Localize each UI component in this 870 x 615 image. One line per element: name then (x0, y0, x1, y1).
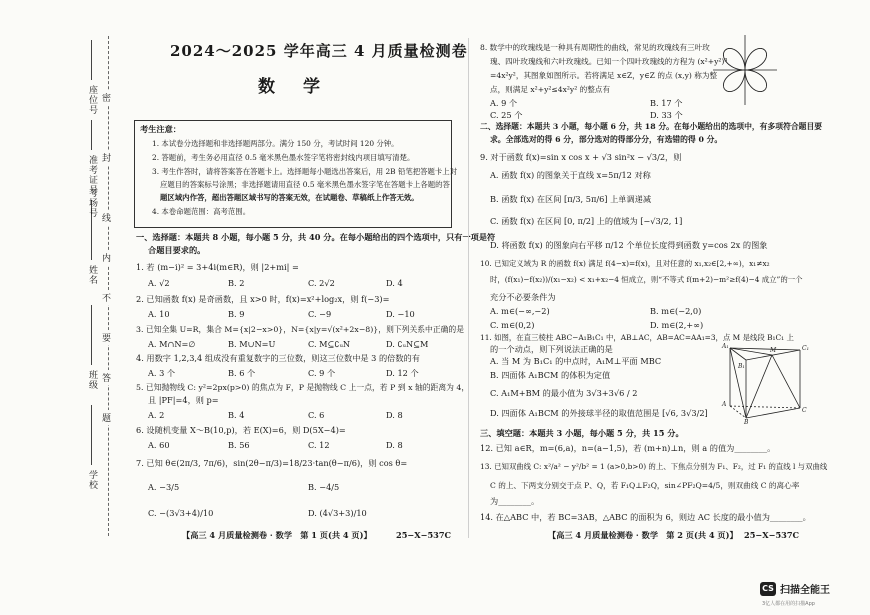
footer-left-code: 25−X−537C (396, 530, 452, 540)
notice-line: 1. 本试卷分选择题和非选择题两部分。满分 150 分，考试时间 120 分钟。 (152, 139, 399, 148)
q11-option-d: D. 四面体 A₁BCM 的外接球半径的取值范围是 [√6, 3√3/2] (490, 408, 708, 418)
notice-line: 应题目的答案标号涂黑；非选择题请用直径 0.5 毫米黑色墨水签字笔在答题卡上各题的答 (160, 180, 450, 189)
q8-option-d: D. 33 个 (650, 110, 683, 120)
q6-option-a: A. 60 (148, 440, 170, 450)
q3-stem: 3. 已知全集 U=R，集合 M={x|2−x>0}，N={x|y=√(x²+2x−8)}，则下列关系中正确的是 (136, 325, 465, 334)
q6-option-d: D. 8 (386, 440, 403, 450)
q13-line: C 的上、下两支分别交于点 P、Q，若 F₁Q⊥F₂Q，sin∠PF₂Q=4/5，则双曲线 C 的离心率 (490, 481, 800, 490)
rose-curve-figure (712, 34, 778, 106)
q5-option-d: D. 8 (386, 410, 403, 420)
seal-char: 要 (102, 330, 111, 345)
field-seat: 座位号 (87, 85, 97, 115)
field-room: 考场号 (87, 188, 97, 218)
scanner-tagline: 3亿人都在用的扫描App (762, 601, 815, 607)
scanner-watermark (760, 578, 870, 614)
section2-heading-cont: 求。全部选对的得 6 分，部分选对的得部分分，有选错的得 0 分。 (490, 135, 723, 144)
q9-stem: 9. 对于函数 f(x)=sin x cos x + √3 sin²x − √3/2，则 (480, 152, 682, 162)
q10-option-c: C. m∈(0,2) (490, 320, 535, 330)
q9-option-c: C. 函数 f(x) 在区间 [0, π/2] 上的值域为 [−√3/2, 1] (490, 216, 683, 226)
q10-option-a: A. m∈(−∞,−2) (490, 306, 550, 316)
q2-stem: 2. 已知函数 f(x) 是奇函数，且 x>0 时，f(x)=x²+log₂x，则 f(−3)= (136, 294, 390, 304)
q11-option-c: C. A₁M+BM 的最小值为 3√3+3√6 / 2 (490, 388, 638, 398)
q4-option-d: D. 12 个 (386, 368, 419, 378)
q11-option-a: A. 当 M 为 B₁C₁ 的中点时，A₁M⊥平面 MBC (490, 356, 662, 366)
q3-option-d: D. ∁ᵤN⊆M (386, 339, 429, 349)
q8-line: 8. 数学中的玫瑰线是一种具有周期性的曲线，常见的玫瑰线有三叶玫 (480, 43, 710, 52)
q7-option-c: C. −(3√3+4)/10 (148, 508, 214, 518)
q12: 12. 已知 a∈R，m=(6,a)，n=(a−1,5)，若 (m+n)⊥n，则 a 的值为________。 (480, 443, 776, 453)
label-c1: C₁ (802, 345, 809, 352)
q8-option-b: B. 17 个 (650, 98, 683, 108)
label-m: M (770, 347, 777, 354)
q7-option-a: A. −3/5 (148, 482, 180, 492)
label-b: B (744, 419, 749, 426)
field-school: 学校 (87, 470, 97, 490)
q3-option-c: C. M⊆∁ᵤN (308, 339, 351, 349)
prism-figure (716, 340, 808, 424)
label-a: A (722, 401, 727, 408)
camscanner-logo-icon: CS (760, 582, 776, 596)
q11-line: 的一个动点，则下列说法正确的是 (490, 344, 613, 354)
field-class: 班级 (87, 370, 97, 390)
q2-option-d: D. −10 (386, 309, 415, 319)
q6-option-c: C. 12 (308, 440, 330, 450)
q6-option-b: B. 56 (228, 440, 250, 450)
seal-char: 题 (102, 410, 111, 425)
seal-char: 答 (102, 370, 111, 385)
q1-option-c: C. 2√2 (308, 278, 335, 288)
q10-option-b: B. m∈(−2,0) (650, 306, 702, 316)
q8-option-c: C. 25 个 (490, 110, 523, 120)
q8-line: 瑰、四叶玫瑰线和六叶玫瑰线。已知一个四叶玫瑰线的方程为 (x²+y²)³ (490, 57, 728, 66)
subject-title: 数学 (258, 77, 348, 97)
q9-option-a: A. 函数 f(x) 的图象关于直线 x=5π/12 对称 (490, 170, 651, 180)
seal-char: 线 (102, 210, 111, 225)
page-divider (468, 38, 469, 538)
q8-option-a: A. 9 个 (490, 98, 518, 108)
q8-line: 点，则满足 x²+y²≤4x²y² 的整点有 (490, 85, 611, 94)
section1-heading-cont: 合题目要求的。 (148, 245, 206, 255)
q11-option-b: B. 四面体 A₁BCM 的体积为定值 (490, 370, 611, 380)
section1-heading: 一、选择题：本题共 8 小题，每小题 5 分，共 40 分。在每小题给出的四个选项中，只有一项是符 (136, 232, 496, 242)
seal-char: 不 (102, 290, 111, 305)
notice-line: 3. 考生作答时，请将答案答在答题卡上。选择题每小题选出答案后，用 2B 铅笔把答题卡上对 (152, 167, 458, 176)
q10-line: 10. 已知定义域为 R 的函数 f(x) 满足 f(4−x)=f(x)，且对任意的 x₁,x₂∈[2,+∞)，x₁≠x₂ (480, 259, 770, 268)
footer-right-code: 25−X−537C (744, 530, 800, 540)
notice-line: 题区域内作答，超出答题区域书写的答案无效，在试题卷、草稿纸上作答无效。 (160, 193, 419, 202)
field-exam-id: 准考证号 (87, 155, 97, 195)
label-a1: A₁ (722, 343, 729, 350)
q10-line: 充分不必要条件为 (490, 292, 556, 302)
q1-stem: 1. 若 (m−i)² = 3+4i(m∈R)，则 |2+mi| = (136, 262, 299, 272)
q1-option-d: D. 4 (386, 278, 403, 288)
q5-option-a: A. 2 (148, 410, 165, 420)
q7-stem: 7. 已知 θ∈(2π/3, 7π/6)，sin(2θ−π/3)=18/23·tan(θ−π/6)，则 cos θ= (136, 458, 408, 468)
q10-line: 时，(f(x₁)−f(x₂))/(x₁−x₂) < x₁+x₂−4 恒成立，则“不等式 f(m+2)−m²≥f(4)−4 成立”的一个 (490, 275, 803, 284)
q10-option-d: D. m∈(2,+∞) (650, 320, 704, 330)
q9-option-b: B. 函数 f(x) 在区间 [π/3, 5π/6] 上单调递减 (490, 194, 652, 204)
q2-option-a: A. 10 (148, 309, 170, 319)
q1-option-a: A. √2 (148, 278, 170, 288)
label-c: C (802, 407, 807, 414)
exam-title: 2024～2025 学年高三 4 月质量检测卷 (170, 42, 468, 60)
q5-stem: 5. 已知抛物线 C: y²=2px(p>0) 的焦点为 F，P 是抛物线 C 上一点，若 P 到 x 轴的距离为 4， (136, 383, 470, 392)
notice-heading: 考生注意： (140, 124, 181, 134)
notice-line: 4. 本卷命题范围：高考范围。 (152, 207, 251, 216)
q7-option-d: D. (4√3+3)/10 (308, 508, 367, 518)
binding-strip (86, 40, 126, 530)
q2-option-b: B. 9 (228, 309, 245, 319)
q4-option-b: B. 6 个 (228, 368, 256, 378)
q4-stem: 4. 用数字 1,2,3,4 组成没有重复数字的三位数，则这三位数中是 3 的倍数的有 (136, 353, 420, 363)
q11-line: 11. 如图，在直三棱柱 ABC−A₁B₁C₁ 中，AB⊥AC，AB=AC=AA₁=3，点 M 是线段 B₁C₁ 上 (480, 333, 794, 342)
q4-option-c: C. 9 个 (308, 368, 336, 378)
q2-option-c: C. −9 (308, 309, 332, 319)
q5-stem-cont: 且 |PF|=4，则 p= (148, 395, 219, 405)
seal-char: 密 (102, 90, 111, 105)
q5-option-c: C. 6 (308, 410, 325, 420)
footer-left: 【高三 4 月质量检测卷 · 数学 第 1 页(共 4 页)】 (182, 530, 372, 540)
q3-option-b: B. M∪N=U (228, 339, 276, 349)
q3-option-a: A. M∩N=∅ (148, 339, 196, 349)
seal-char: 内 (102, 250, 111, 265)
notice-line: 2. 答题前，考生务必用直径 0.5 毫米黑色墨水签字笔将密封线内项目填写清楚。 (152, 153, 415, 162)
scanner-app-name: 扫描全能王 (780, 585, 830, 596)
label-b1: B₁ (738, 363, 745, 370)
q9-option-d: D. 将函数 f(x) 的图象向右平移 π/12 个单位长度得到函数 y=cos 2x 的图象 (490, 240, 768, 250)
section3-heading: 三、填空题：本题共 3 小题，每小题 5 分，共 15 分。 (480, 428, 684, 438)
section2-heading: 二、选择题：本题共 3 小题，每小题 6 分，共 18 分。在每小题给出的选项中，有多项符合题目要 (480, 122, 823, 131)
q13-line: 为________。 (490, 496, 540, 506)
q6-stem: 6. 设随机变量 X～B(10,p)，若 E(X)=6，则 D(5X−4)= (136, 425, 346, 435)
footer-right: 【高三 4 月质量检测卷 · 数学 第 2 页(共 4 页)】 (548, 530, 738, 540)
q14: 14. 在△ABC 中，若 BC=3AB，△ABC 的面积为 6，则边 AC 长度的最小值为________。 (480, 512, 811, 522)
field-name: 姓名 (87, 265, 97, 285)
q8-line: =4x²y²，其图象如图所示。若将满足 x∈Z，y∈Z 的点 (x,y) 称为整 (490, 71, 718, 80)
q7-option-b: B. −4/5 (308, 482, 340, 492)
q4-option-a: A. 3 个 (148, 368, 176, 378)
seal-char: 封 (102, 150, 111, 165)
q1-option-b: B. 2 (228, 278, 245, 288)
q5-option-b: B. 4 (228, 410, 245, 420)
q13-line: 13. 已知双曲线 C: x²/a² − y²/b² = 1 (a>0,b>0) 的上、下焦点分别为 F₁、F₂，过 F₁ 的直线 l 与双曲线 (480, 462, 828, 471)
